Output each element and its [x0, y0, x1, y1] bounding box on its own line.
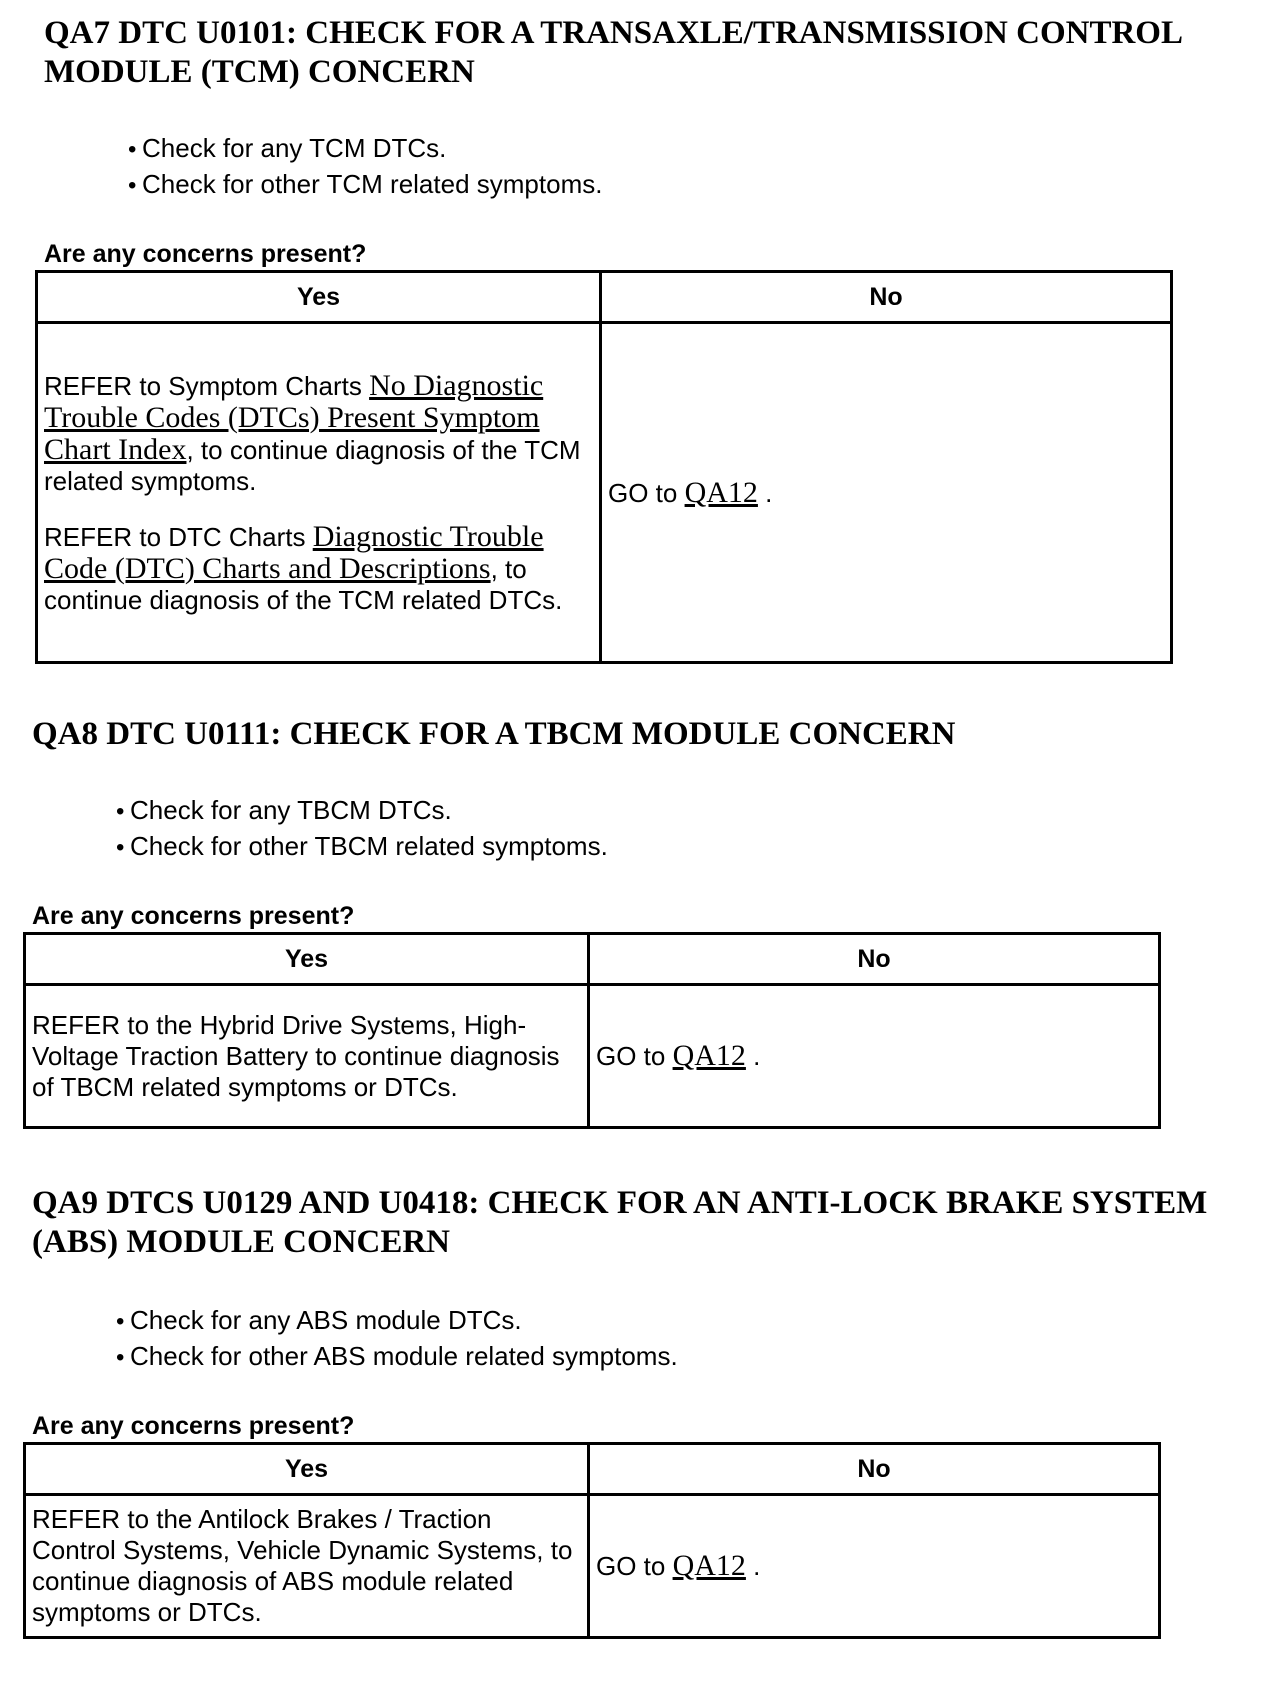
no-column-header: No — [601, 272, 1172, 323]
qa9-question: Are any concerns present? — [32, 1412, 355, 1440]
list-item: • Check for any TCM DTCs. — [128, 131, 602, 167]
qa7-decision-table — [35, 270, 1173, 664]
qa9-title — [32, 1184, 1207, 1262]
qa9-title-line2: (ABS) MODULE CONCERN — [32, 1224, 451, 1260]
qa8-title — [32, 715, 955, 754]
yes-action-text: REFER to DTC Charts Diagnostic Trouble Code (DTC) Charts and Descriptions, to continue diagnosis of the TCM related DTCs. — [44, 519, 563, 615]
qa7-checklist — [128, 131, 602, 203]
qa12-link[interactable]: QA12 — [684, 475, 758, 509]
qa7-question: Are any concerns present? — [44, 240, 367, 268]
qa7-title-line2: MODULE (TCM) CONCERN — [44, 54, 475, 90]
yes-action-text: REFER to Symptom Charts No Diagnostic Trouble Codes (DTCs) Present Symptom Chart Index, to continue diagnosis of the TCM related symptoms. — [44, 368, 581, 496]
qa12-link[interactable]: QA12 — [672, 1039, 746, 1072]
yes-action-cell — [25, 1495, 589, 1638]
list-item: • Check for other ABS module related symptoms. — [116, 1339, 678, 1375]
qa8-question: Are any concerns present? — [32, 902, 355, 930]
list-item: • Check for other TBCM related symptoms. — [116, 829, 608, 865]
no-action-cell: GO to QA12 . — [589, 1495, 1160, 1638]
no-column-header: No — [589, 1444, 1160, 1495]
qa12-link[interactable]: QA12 — [672, 1549, 746, 1582]
qa7-title-line1: QA7 DTC U0101: CHECK FOR A TRANSAXLE/TRANSMISSION CONTROL — [44, 15, 1183, 51]
list-item: • Check for any TBCM DTCs. — [116, 793, 608, 829]
list-item: • Check for any ABS module DTCs. — [116, 1303, 678, 1339]
list-item: • Check for other TCM related symptoms. — [128, 167, 602, 203]
yes-action-cell — [25, 985, 589, 1128]
yes-column-header: Yes — [25, 934, 589, 985]
qa9-decision-table — [23, 1442, 1161, 1639]
qa8-section — [0, 670, 1264, 1150]
no-column-header: No — [589, 934, 1160, 985]
dtc-charts-link[interactable]: Diagnostic Trouble Code (DTC) Charts and Descriptions — [44, 519, 544, 585]
yes-column-header: Yes — [25, 1444, 589, 1495]
no-action-cell: GO to QA12 . — [589, 985, 1160, 1128]
qa8-decision-table — [23, 932, 1161, 1129]
qa7-title — [44, 14, 1183, 92]
qa9-section — [0, 1150, 1264, 1686]
qa9-title-line1: QA9 DTCS U0129 AND U0418: CHECK FOR AN ANTI-LOCK BRAKE SYSTEM — [32, 1185, 1208, 1221]
symptom-chart-index-link[interactable]: No Diagnostic Trouble Codes (DTCs) Present Symptom Chart Index — [44, 368, 544, 466]
qa9-checklist — [116, 1303, 678, 1375]
qa7-section — [0, 0, 1264, 670]
yes-action-cell — [37, 323, 601, 663]
yes-action-text: REFER to the Antilock Brakes / Traction Control Systems, Vehicle Dynamic Systems, to continue diagnosis of ABS module related symptoms or DTCs. — [32, 1504, 573, 1627]
yes-action-text: REFER to the Hybrid Drive Systems, High-Voltage Traction Battery to continue diagnosis of TBCM related symptoms or DTCs. — [32, 1009, 560, 1102]
qa8-title-line1: QA8 DTC U0111: CHECK FOR A TBCM MODULE CONCERN — [32, 716, 956, 752]
qa8-checklist — [116, 793, 608, 865]
no-action-cell: GO to QA12 . — [601, 323, 1172, 663]
yes-column-header: Yes — [37, 272, 601, 323]
